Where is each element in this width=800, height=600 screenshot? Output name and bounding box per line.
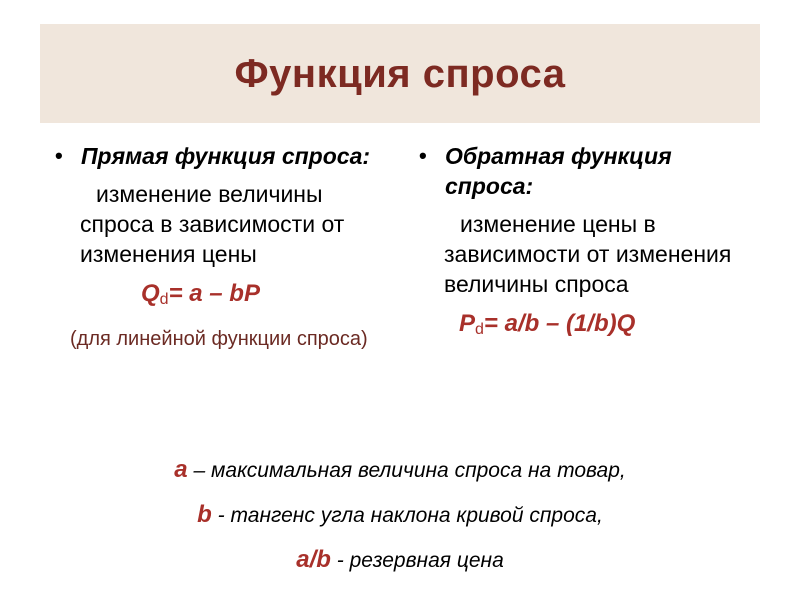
direct-demand-heading bbox=[55, 141, 375, 171]
definition-reserve-price: a/b - резервная цена bbox=[296, 546, 504, 573]
bullet-icon: • bbox=[419, 143, 427, 168]
inverse-demand-description: изменение цены в зависимости от изменения величины спроса bbox=[444, 211, 732, 297]
inverse-demand-column bbox=[419, 141, 739, 347]
direct-demand-formula: $Q_d= a$ – bP bbox=[141, 280, 260, 308]
direct-demand-heading-text: Прямая функция спроса: bbox=[81, 143, 371, 169]
definitions-block bbox=[0, 448, 800, 583]
definition-a: a – максимальная величина спроса на товар, bbox=[174, 456, 626, 483]
definition-b: b - тангенс угла наклона кривой спроса, bbox=[197, 501, 603, 528]
inverse-demand-heading bbox=[419, 141, 739, 201]
inverse-demand-formula: $P_d= a/b - (1/b)Q$ bbox=[459, 310, 636, 338]
direct-demand-description: изменение величины спроса в зависимости от изменения цены bbox=[80, 181, 345, 267]
direct-demand-column bbox=[55, 141, 375, 352]
title-banner bbox=[40, 24, 760, 123]
slide-title: Функция спроса bbox=[234, 52, 566, 96]
linear-function-note: (для линейной функции спроса) bbox=[70, 328, 368, 350]
inverse-demand-heading-text: Обратная функция спроса: bbox=[445, 143, 672, 199]
bullet-icon: • bbox=[55, 143, 63, 168]
